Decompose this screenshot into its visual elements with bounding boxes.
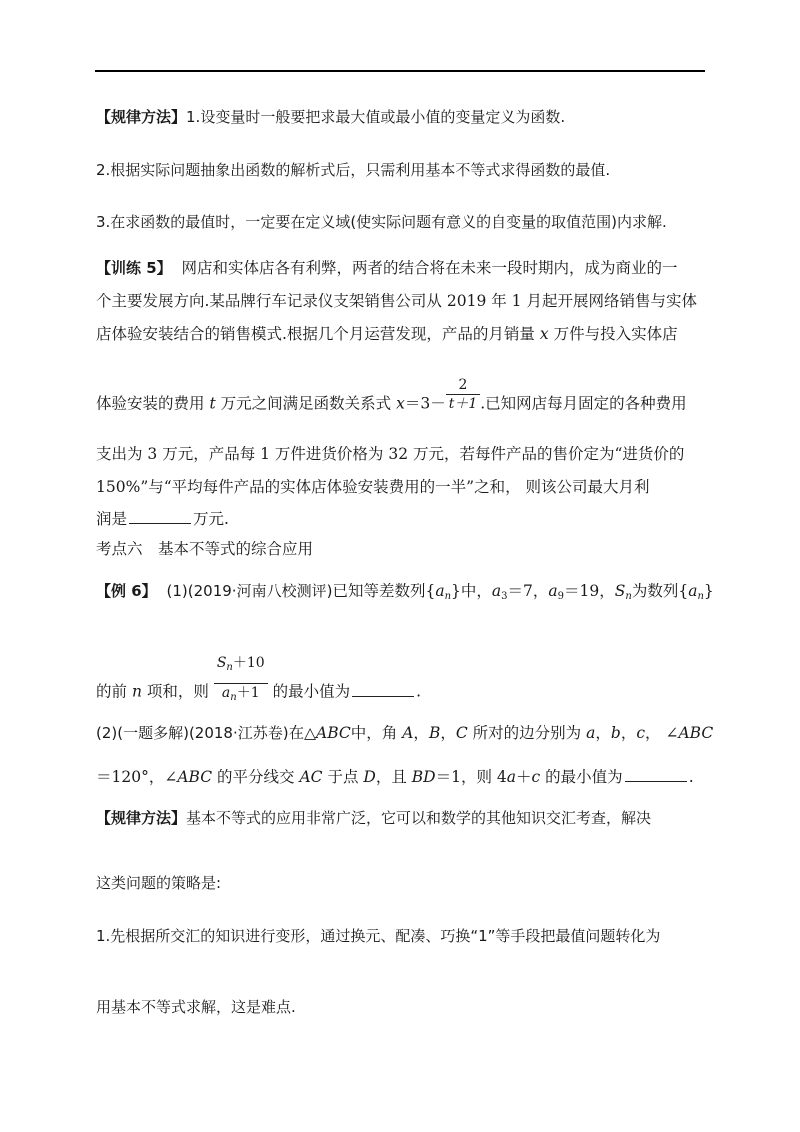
answer-blank <box>352 682 414 697</box>
ex6-line2: 的前 n 项和，则 $\frac{S_n+10}{a_n+1}$ 的最小值为 . <box>96 666 421 719</box>
train5-line6: 150%”与“平均每件产品的实体店体验安装费用的一半”之和， 则该公司最大月利 <box>96 478 650 496</box>
fraction-2-over-t-plus-1: $\frac{2}{t+1}$ <box>446 376 481 413</box>
method2-line3: 1.先根据所交汇的知识进行变形，通过换元、配凑、巧换“1”等手段把最值问题转化为 <box>96 927 661 945</box>
train5-line2: 个主要发展方向.某品牌行车记录仪支架销售公司从 2019 年 1 月起开展网络销售与实体 <box>96 292 697 310</box>
ex6-line1: 【例 6】 (1)(2019·河南八校测评)已知等差数列$\{a_n\}$中，$a_3=7$，$a_9=19$，$S_n$为数列$\{a_n\}$ <box>96 582 714 602</box>
method1-line1: 【规律方法】1.设变量时一般要把求最大值或最小值的变量定义为函数. <box>96 108 566 126</box>
answer-blank <box>129 509 191 524</box>
method1-line3: 3.在求函数的最值时，一定要在定义域(使实际问题有意义的自变量的取值范围)内求解. <box>96 213 667 231</box>
method2-line2: 这类问题的策略是: <box>96 874 222 892</box>
method2-line4: 用基本不等式求解，这是难点. <box>96 998 296 1016</box>
train5-line3: 店体验安装结合的销售模式.根据几个月运营发现，产品的月销量 x 万件与投入实体店 <box>96 325 678 343</box>
header-rule <box>95 70 705 72</box>
topic6-heading: 考点六 基本不等式的综合应用 <box>96 540 314 558</box>
ex6-part2-line2: ＝120°，∠ABC 的平分线交 AC 于点 D，且 BD＝1，则 4a＋c 的最小值为 . <box>96 768 694 786</box>
train5-line5: 支出为 3 万元，产品每 1 万件进货价格为 32 万元，若每件产品的售价定为“进货价的 <box>96 445 685 463</box>
answer-blank <box>625 767 687 782</box>
method1-line2: 2.根据实际问题抽象出函数的解析式后，只需利用基本不等式求得函数的最值. <box>96 161 611 179</box>
train5-line7: 润是 万元. <box>96 510 229 528</box>
ex6-part2-line1: (2)(一题多解)(2018·江苏卷)在△ABC中，角 A，B，C 所对的边分别为 a，b，c， ∠ABC <box>96 724 714 742</box>
train5-line4: 体验安装的费用 t 万元之间满足函数关系式 x＝3－ $\frac{2}{t+1}$ .已知网店每月固定的各种费用 <box>96 377 687 413</box>
fraction-sn-plus-10-over-an-plus-1: $\frac{S_n+10}{a_n+1}$ <box>214 654 268 707</box>
train5-line1: 【训练 5】 网店和实体店各有利弊，两者的结合将在未来一段时期内，成为商业的一 <box>96 259 678 277</box>
method2-line1: 【规律方法】基本不等式的应用非常广泛，它可以和数学的其他知识交汇考查，解决 <box>96 809 652 827</box>
